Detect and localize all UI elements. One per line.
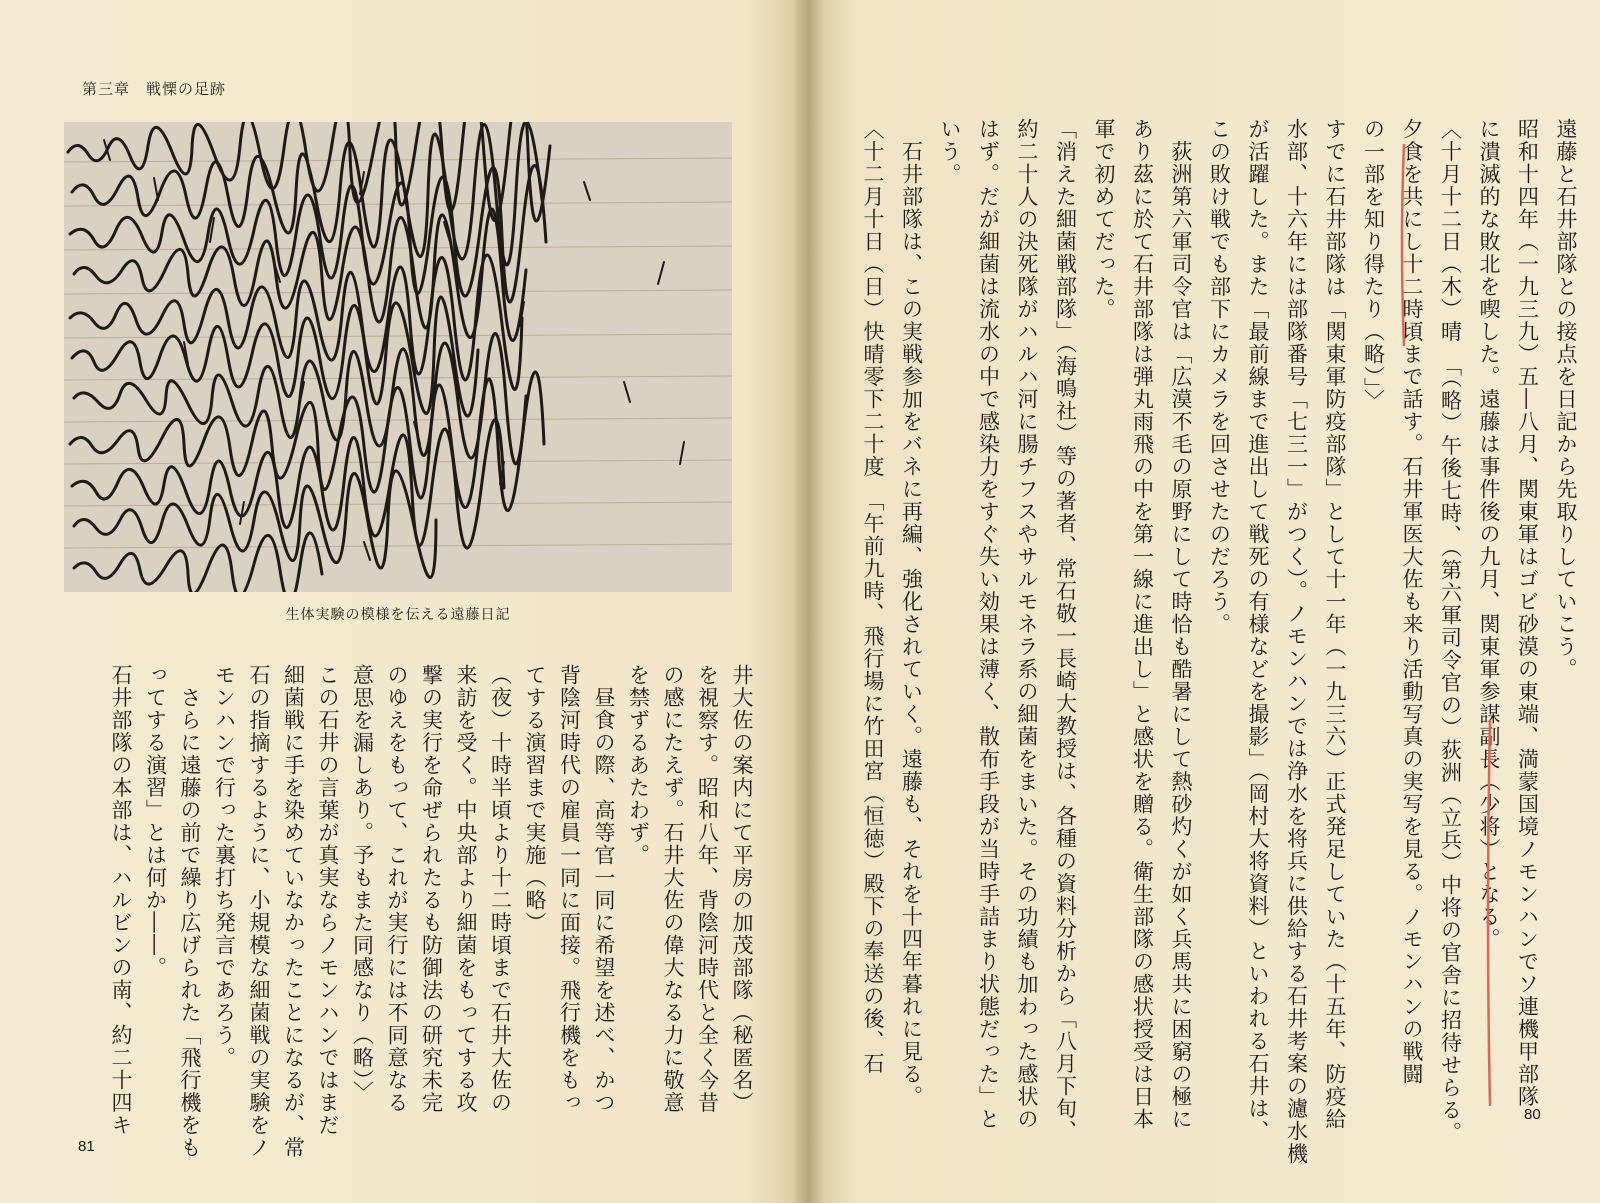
text-column: を視察す。昭和八年、背陰河時代と全く今昔 [695,664,720,1114]
text-column: 水部、十六年には部隊番号「七三一」がつく）。ノモンハンでは浄水を将兵に供給する石井考案の濾水機 [1284,118,1309,1165]
red-pencil-underline-2 [1484,718,1496,1108]
text-column: が活躍した。また「最前線まで進出して戦死の有様などを撮影」（岡村大将資料）といわれる石井は、 [1246,118,1270,1143]
text-column: （夜）十時半頃より十二時頃まで石井大佐の [488,664,513,1114]
text-column: 「消えた細菌戦部隊」（海鳴社）等の著者、常石敬一長崎大教授は、各種の資料分析から「八月下旬、 [1053,118,1078,1143]
text-column: 石の指摘するように、小規模な細菌戦の実験をノ [247,664,271,1159]
text-column: の一部を知り得たり（略）」〉 [1361,118,1386,412]
text-column: はず。だが細菌は流水の中で感染力をすぐ失い効果は薄く、散布手段が当時手詰まり状態だった」と [976,118,1001,1131]
text-column: いう。 [938,118,962,186]
photo-caption: 生体実験の模様を伝える遠藤日記 [285,607,511,623]
diary-handwriting-photo [64,122,732,592]
page-number-right: 80 [1524,1106,1541,1123]
running-head: 第三章 戦慄の足跡 [82,80,227,98]
text-column: 細菌戦に手を染めていなかったことになるが、常 [281,664,306,1159]
red-pencil-underline-1 [1398,142,1410,348]
text-column: を禁ずるあたわず。 [626,664,651,867]
text-column: 〈十二月十日（日）快晴零下二十度 「午前九時、飛行場に竹田宮（恒徳）殿下の奉送の後、石 [861,118,885,1075]
text-column: 井大佐の案内にて平房の加茂部隊（秘匿名） [730,664,754,1114]
text-column: あり茲に於て石井部隊は弾丸雨飛の中を第一線に進出し」と感状を贈る。衛生部隊の感状授受は日本 [1130,118,1155,1131]
text-column: のゆえをもって、これが実行には不同意なる [385,664,409,1114]
text-column: 昭和十四年（一九三九）五―八月、関東軍はゴビ砂漠の東端、満蒙国境ノモンハンでソ連機甲部隊 [1515,118,1540,1108]
text-column: 撃の実行を命ぜられたるも防御法の研究未完 [419,664,444,1114]
page-number-left: 81 [78,1138,95,1155]
text-column: 約二十人の決死隊がハルハ河に腸チフスやサルモネラ系の細菌をまいた。その功績も加わった感状の [1015,118,1039,1131]
text-column: に潰滅的な敗北を喫した。遠藤は事件後の九月、関東軍参謀副長（少将）となる。 [1477,118,1501,951]
text-column: 意思を漏しあり。予もまた同感なり（略）〉 [350,664,375,1104]
text-column: この石井の言葉が真実ならノモンハンではまだ [316,664,340,1137]
text-column: 来訪を受く。中央部より細菌をもってする攻 [454,664,478,1114]
text-column: すでに石井部隊は「関東軍防疫部隊」として十一年（一九三六）正式発足していた（十五年、防疫給 [1323,118,1347,1131]
text-column: 背陰河時代の雇員一同に面接。飛行機をもっ [557,664,582,1114]
text-column: 遠藤と石井部隊との接点を日記から先取りしていこう。 [1554,118,1578,681]
text-column: さらに遠藤の前で繰り広げられた「飛行機をも [178,664,202,1159]
text-column: モンハンで行った裏打ち発言であろう。 [212,664,237,1069]
right-page [808,0,1600,1203]
text-column: この敗け戦でも部下にカメラを回させたのだろう。 [1207,118,1232,636]
text-column: 軍で初めてだった。 [1092,118,1116,321]
text-column: 夕食を共にし十二時頃まで話す。石井軍医大佐も来り活動写真の実写を見る。ノモンハンの戦闘 [1400,118,1424,1086]
text-column: ってする演習」とは何か――。 [143,664,168,979]
text-column: 荻洲第六軍司令官は「広漠不毛の原野にして時恰も酷暑にして熱砂灼くが如く兵馬共に困窮の極に [1169,118,1193,1131]
text-column: 石井部隊は、この実戦参加をバネに再編、強化されていく。遠藤も、それを十四年暮れに見る。 [899,118,924,1108]
text-column: 石井部隊の本部は、ハルビンの南、約二十四キ [109,664,133,1137]
text-column: てする演習まで実施（略） [523,664,547,934]
text-column: 〈十月十二日（木）晴 「（略）午後七時、（第六軍司令官の）荻洲（立兵）中将の官舎に招待せらる。 [1438,118,1463,1144]
text-column: 昼食の際、高等官一同に希望を述べ、かつ [592,664,616,1114]
book-gutter [792,0,824,1203]
text-column: の感にたえず。石井大佐の偉大なる力に敬意 [661,664,685,1114]
